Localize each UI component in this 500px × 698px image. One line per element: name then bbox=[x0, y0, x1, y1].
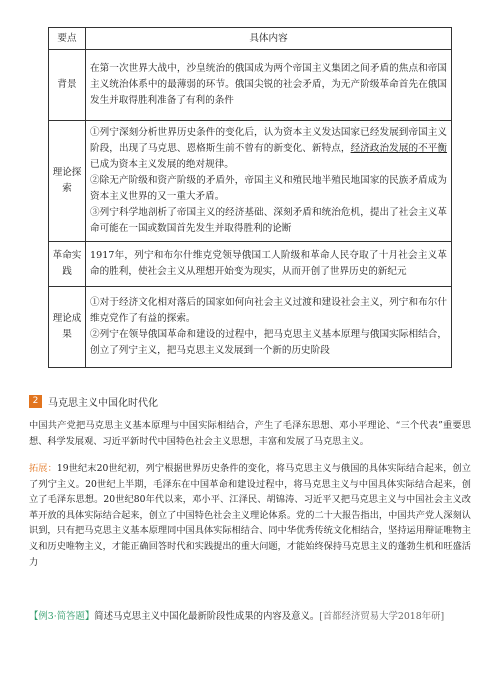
section-heading bbox=[29, 394, 158, 409]
extension-paragraph bbox=[29, 461, 471, 570]
summary-table bbox=[48, 27, 452, 368]
text-run: ①列宁深刻分析世界历史条件的变化后，认为资本主义发达国家已经发展到帝国主义阶段，出现了马克思、恩格斯生前不曾有的新变化、新特点， bbox=[90, 127, 447, 154]
row-content bbox=[86, 50, 452, 121]
table-row bbox=[49, 242, 452, 287]
row-paragraph bbox=[90, 125, 447, 173]
header-content: 具体内容 bbox=[86, 28, 452, 50]
extension-label: 拓展： bbox=[29, 463, 57, 474]
example-source: [首都经济贸易大学2018年研] bbox=[319, 611, 445, 622]
row-content bbox=[86, 121, 452, 242]
table-header-row bbox=[49, 28, 452, 50]
row-paragraph: 1917年，列宁和布尔什维克党领导俄国工人阶级和革命人民夺取了十月社会主义革命的胜利，使社会主义从理想开始变为现实，从而开创了世界历史的新纪元 bbox=[90, 250, 447, 277]
header-key-point: 要点 bbox=[49, 28, 86, 50]
row-paragraph: ②除无产阶级和资产阶级的矛盾外，帝国主义和殖民地半殖民地国家的民族矛盾成为资本主义世界的又一重大矛盾。 bbox=[90, 175, 447, 202]
table-row bbox=[49, 50, 452, 121]
table-row bbox=[49, 287, 452, 368]
example-question bbox=[29, 609, 471, 624]
row-content bbox=[86, 287, 452, 368]
row-paragraph: ②列宁在领导俄国革命和建设的过程中，把马克思主义基本原理与俄国实际相结合，创立了列宁主义，把马克思主义发展到一个新的历史阶段 bbox=[90, 329, 447, 356]
example-question-text: 简述马克思主义中国化最新阶段性成果的内容及意义。 bbox=[94, 611, 320, 622]
table-row bbox=[49, 121, 452, 242]
row-content bbox=[86, 242, 452, 287]
row-paragraph: 在第一次世界大战中，沙皇统治的俄国成为两个帝国主义集团之间矛盾的焦点和帝国主义统治体系中的最薄弱的环节。俄国尖锐的社会矛盾，为无产阶级革命首先在俄国发生并取得胜利准备了有利的条件 bbox=[90, 63, 447, 106]
underlined-text: 经济政治发展的不平衡 bbox=[350, 143, 448, 154]
example-label: 【例3·简答题】 bbox=[29, 611, 95, 622]
row-label: 理论成果 bbox=[49, 287, 86, 368]
row-label: 理论探索 bbox=[49, 121, 86, 242]
text-run: 已成为资本主义发展的绝对规律。 bbox=[90, 159, 234, 170]
row-label: 背景 bbox=[49, 50, 86, 121]
row-paragraph: ①对于经济文化相对落后的国家如何向社会主义过渡和建设社会主义，列宁和布尔什维克党作了有益的探索。 bbox=[90, 297, 447, 324]
intro-paragraph: 中国共产党把马克思主义基本原理与中国实际相结合，产生了毛泽东思想、邓小平理论、“三个代表”重要思想、科学发展观、习近平新时代中国特色社会主义思想，丰富和发展了马克思主义。 bbox=[29, 420, 471, 447]
section-title: 马克思主义中国化时代化 bbox=[48, 398, 158, 409]
row-label: 革命实践 bbox=[49, 242, 86, 287]
extension-text: 19世纪末20世纪初，列宁根据世界历史条件的变化，将马克思主义与俄国的具体实际结合起来，创立了列宁主义。20世纪上半期，毛泽东在中国革命和建设过程中，将马克思主义与中国具体实际结合起来，创立了毛泽东思想。20世纪80年代以来，邓小平、江泽民、胡锦涛、习近平又把马克思主义与中国社会主义改革开放的具体实际结合起来，创立了中国特色社会主义理论体系。党的二十大报告指出，中国共产党人深刻认识到，只有把马克思主义基本原理同中国具体实际相结合、同中华优秀传统文化相结合，坚持运用辩证唯物主义和历史唯物主义，才能正确回答时代和实践提出的重大问题，才能始终保持马克思主义的蓬勃生机和旺盛活力 bbox=[29, 463, 471, 568]
section-number-badge: 2 bbox=[29, 395, 42, 408]
row-paragraph: ③列宁科学地剖析了帝国主义的经济基础、深刻矛盾和统治危机，提出了社会主义革命可能在一国或数国首先发生并取得胜利的论断 bbox=[90, 207, 447, 234]
